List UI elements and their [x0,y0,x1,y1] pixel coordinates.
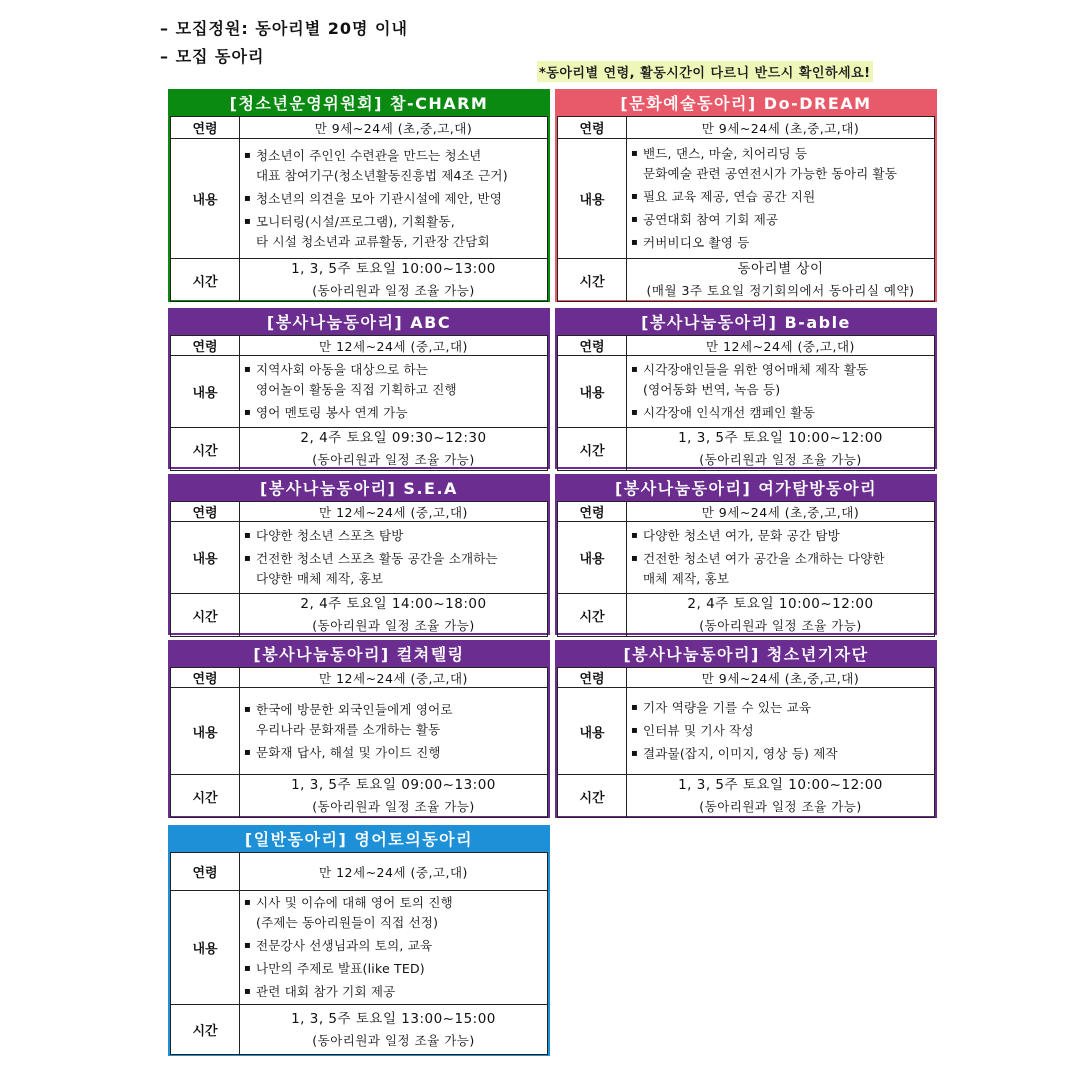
content-item-text: ▪ 나만의 주제로 발표(like TED) [256,961,425,976]
content-item [244,893,543,933]
content-item-text: ▪ 다양한 청소년 스포츠 탐방 [256,528,404,543]
content-list [240,356,548,428]
content-item-text: ▪ 문화재 답사, 해설 및 가이드 진행 [256,744,441,760]
age-value: 만 9세~24세 (초,중,고,대) [240,117,548,139]
time-value [627,594,935,637]
club-card [555,308,937,469]
club-card [555,640,937,818]
time-value [240,594,548,637]
content-item [631,526,930,546]
content-item-text: 타 시설 청소년과 교류활동, 기관장 간담회 [256,233,490,249]
content-item [244,526,543,546]
content-label: 내용 [558,522,627,594]
content-item-text: ▪ 청소년의 의견을 모아 기관시설에 제안, 반영 [256,190,502,206]
content-item [244,403,543,423]
content-item [244,936,543,956]
club-title: [문화예술동아리] Do-DREAM [557,91,935,116]
age-label: 연령 [558,336,627,356]
club-title: [봉사나눔동아리] S.E.A [170,476,548,501]
content-item-text: ▪ 기자 역량을 기를 수 있는 교육 [643,700,812,715]
content-item [244,700,543,740]
age-label: 연령 [171,502,240,522]
time-schedule: 1, 3, 5주 토요일 09:00~13:00 [291,777,496,793]
age-label: 연령 [171,117,240,139]
time-label: 시간 [558,594,627,637]
content-item-text: ▪ 지역사회 아동을 대상으로 하는 [256,362,429,377]
content-item [631,210,930,230]
content-item [244,743,543,763]
content-item-text: ▪ 관련 대회 참가 기회 제공 [256,984,396,999]
content-item [244,360,543,400]
club-info-table [557,335,935,471]
club-title: [봉사나눔동아리] 청소년기자단 [557,642,935,667]
club-info-table [170,335,548,471]
age-label: 연령 [558,668,627,688]
time-label: 시간 [171,428,240,471]
content-item-text: ▪ 공연대회 참여 기회 제공 [643,212,779,227]
content-list [240,688,548,775]
content-item-text: ▪ 밴드, 댄스, 마술, 치어리딩 등 [643,146,808,161]
content-item-text: 다양한 매체 제작, 홍보 [256,571,384,586]
content-item [631,360,930,400]
content-item-text: (영어동화 번역, 녹음 등) [643,382,781,397]
club-info-table [557,501,935,637]
club-card [555,474,937,635]
content-item [244,549,543,589]
time-note: (동아리원과 일정 조율 가능) [699,799,862,814]
content-list [627,356,935,428]
time-schedule: 1, 3, 5주 토요일 10:00~13:00 [291,261,496,277]
age-label: 연령 [171,336,240,356]
club-title: [봉사나눔동아리] ABC [170,310,548,335]
time-note: (동아리원과 일정 조율 가능) [312,283,475,298]
content-item [631,187,930,207]
time-label: 시간 [558,775,627,818]
content-label: 내용 [171,356,240,428]
time-schedule: 2, 4주 토요일 14:00~18:00 [300,596,487,612]
club-title: [봉사나눔동아리] 컬쳐텔링 [170,642,548,667]
content-item-text: ▪ 커버비디오 촬영 등 [643,235,750,250]
recruit-clubs-line: – 모집 동아리 [160,47,265,66]
content-list [627,139,935,259]
content-item [244,212,543,252]
content-item [244,982,543,1002]
content-item-text: ▪ 영어 멘토링 봉사 연계 가능 [256,405,408,420]
content-item [631,549,930,589]
age-value: 만 9세~24세 (초,중,고,대) [627,502,935,522]
content-item [244,959,543,979]
notice-text: *동아리별 연령, 활동시간이 다르니 반드시 확인하세요! [537,61,873,82]
content-item-text: ▪ 한국에 방문한 외국인들에게 영어로 [256,701,453,717]
club-info-table [170,116,548,302]
time-schedule: 1, 3, 5주 토요일 13:00~15:00 [291,1010,496,1027]
club-title: [봉사나눔동아리] B-able [557,310,935,335]
age-label: 연령 [558,502,627,522]
club-info-table [170,852,548,1055]
content-list [240,522,548,594]
club-card [168,474,550,635]
time-note: (동아리원과 일정 조율 가능) [312,618,475,633]
content-label: 내용 [171,522,240,594]
content-item-text: ▪ 전문강사 선생님과의 토의, 교육 [256,938,433,953]
content-list [240,139,548,259]
content-item-text: ▪ 건전한 청소년 스포츠 활동 공간을 소개하는 [256,551,498,566]
time-schedule: 2, 4주 토요일 09:30~12:30 [300,430,487,446]
content-item [631,233,930,253]
content-item [631,744,930,764]
time-schedule: 동아리별 상이 [737,261,824,277]
time-schedule: 1, 3, 5주 토요일 10:00~12:00 [678,430,883,446]
content-list [240,891,548,1005]
time-value [240,428,548,471]
content-item [631,698,930,718]
content-label: 내용 [558,139,627,259]
club-card [168,308,550,469]
club-info-table [170,501,548,637]
time-schedule: 2, 4주 토요일 10:00~12:00 [687,596,874,612]
content-item [244,146,543,186]
age-value: 만 12세~24세 (중,고,대) [627,336,935,356]
content-item-text: 영어놀이 활동을 직접 기획하고 진행 [256,382,457,397]
content-item [631,721,930,741]
club-card [168,640,550,818]
age-value: 만 12세~24세 (중,고,대) [240,336,548,356]
age-value: 만 12세~24세 (중,고,대) [240,853,548,891]
content-item [631,403,930,423]
club-title: [청소년운영위원회] 참-CHARM [170,91,548,116]
time-value [240,1005,548,1055]
content-item-text: 매체 제작, 홍보 [643,571,730,586]
time-value [627,775,935,818]
content-label: 내용 [171,139,240,259]
age-value: 만 9세~24세 (초,중,고,대) [627,117,935,139]
time-label: 시간 [558,428,627,471]
time-note: (동아리원과 일정 조율 가능) [699,452,862,467]
time-value [240,775,548,818]
time-value [240,259,548,302]
age-value: 만 12세~24세 (중,고,대) [240,502,548,522]
content-item-text: ▪ 결과물(잡지, 이미지, 영상 등) 제작 [643,746,838,761]
age-label: 연령 [558,117,627,139]
club-card [555,89,937,302]
club-info-table [557,667,935,818]
content-item-text: ▪ 다양한 청소년 여가, 문화 공간 탐방 [643,528,840,543]
time-label: 시간 [171,775,240,818]
club-title: [봉사나눔동아리] 여가탐방동아리 [557,476,935,501]
club-card [168,825,550,1056]
time-note: (동아리원과 일정 조율 가능) [699,618,862,633]
time-label: 시간 [171,1005,240,1055]
time-value [627,428,935,471]
club-info-table [170,667,548,818]
time-value [627,259,935,302]
content-item [631,144,930,184]
content-label: 내용 [171,891,240,1005]
content-item-text: ▪ 시각장애 인식개선 캠페인 활동 [643,405,816,420]
age-label: 연령 [171,853,240,891]
time-note: (매월 3주 토요일 정기회의에서 동아리실 예약) [646,283,915,298]
content-label: 내용 [171,688,240,775]
content-item-text: 대표 참여기구(청소년활동진흥법 제4조 근거) [256,167,508,183]
age-value: 만 9세~24세 (초,중,고,대) [627,668,935,688]
content-item-text: ▪ 필요 교육 제공, 연습 공간 지원 [643,189,816,204]
content-item-text: 문화예술 관련 공연전시가 가능한 동아리 활동 [643,166,898,181]
club-card [168,89,550,302]
time-label: 시간 [171,259,240,302]
time-label: 시간 [171,594,240,637]
age-label: 연령 [171,668,240,688]
time-label: 시간 [558,259,627,302]
time-schedule: 1, 3, 5주 토요일 10:00~12:00 [678,777,883,793]
club-info-table [557,116,935,302]
content-item-text: ▪ 청소년이 주인인 수련관을 만드는 청소년 [256,147,482,163]
content-label: 내용 [558,356,627,428]
content-item-text: ▪ 시사 및 이슈에 대해 영어 토의 진행 [256,895,453,910]
content-item-text: ▪ 모니터링(시설/프로그램), 기획활동, [256,213,455,229]
content-item-text: (주제는 동아리원들이 직접 선정) [256,915,439,930]
club-title: [일반동아리] 영어토의동아리 [170,827,548,852]
content-list [627,522,935,594]
content-label: 내용 [558,688,627,775]
content-item-text: ▪ 시각장애인들을 위한 영어매체 제작 활동 [643,362,869,377]
content-item-text: ▪ 건전한 청소년 여가 공간을 소개하는 다양한 [643,551,885,566]
time-note: (동아리원과 일정 조율 가능) [312,452,475,467]
content-list [627,688,935,775]
age-value: 만 12세~24세 (중,고,대) [240,668,548,688]
time-note: (동아리원과 일정 조율 가능) [312,1032,475,1048]
content-item [244,189,543,209]
content-item-text: 우리나라 문화재를 소개하는 활동 [256,721,441,737]
recruit-quota-line: – 모집정원: 동아리별 20명 이내 [160,19,408,38]
content-item-text: ▪ 인터뷰 및 기사 작성 [643,723,754,738]
time-note: (동아리원과 일정 조율 가능) [312,799,475,814]
